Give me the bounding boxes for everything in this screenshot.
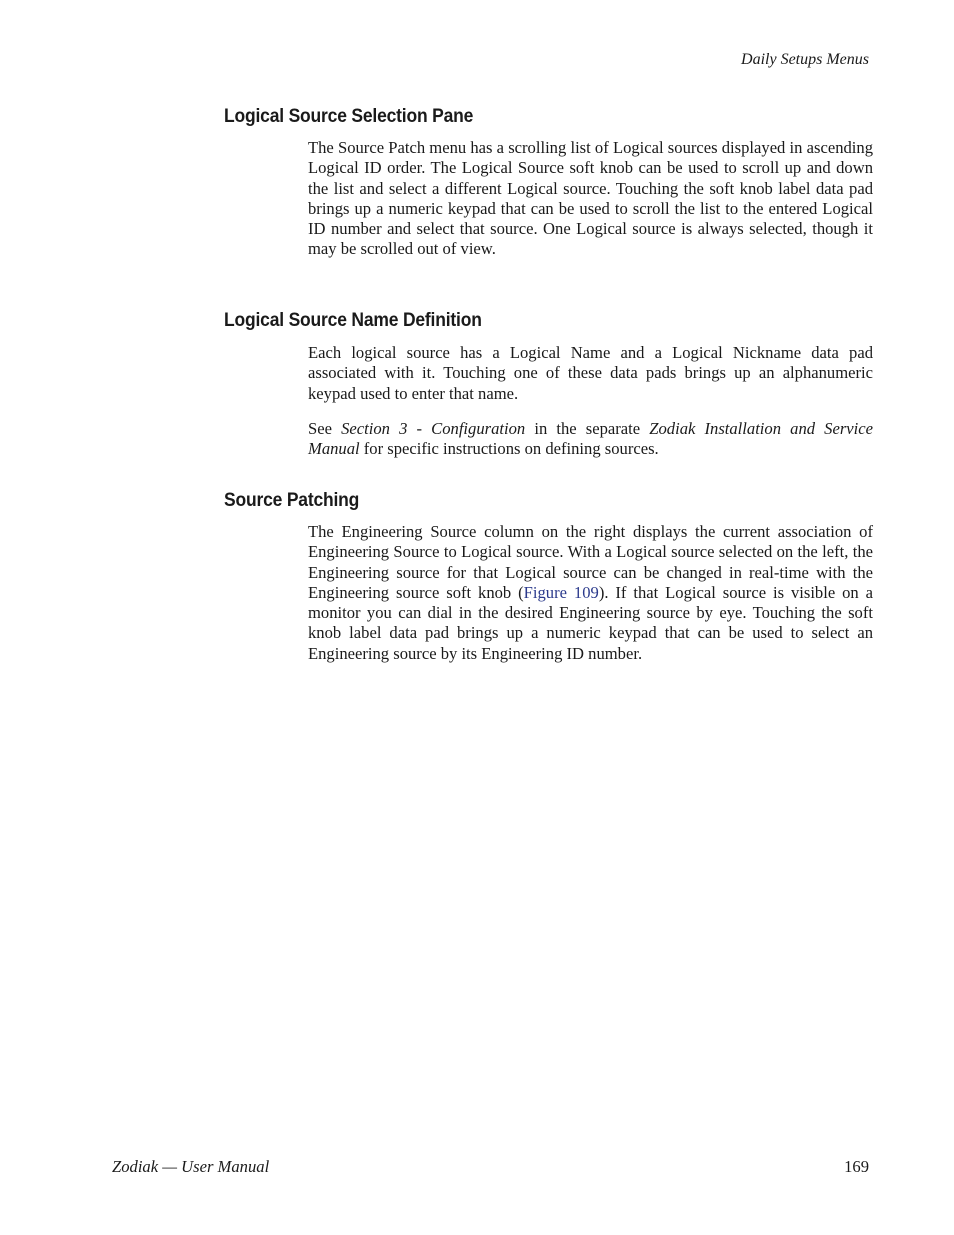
- figure-link[interactable]: Figure 109: [523, 582, 599, 602]
- section-reference: Section 3 - Configuration: [341, 419, 526, 438]
- body-paragraph: [308, 522, 873, 664]
- section-heading-logical-source-name-definition: Logical Source Name Definition: [224, 310, 482, 331]
- body-paragraph: Each logical source has a Logical Name and a Logical Nickname data pad associated with it. Touching one of these data pads brings up an alphanumeric keypad used to enter that name.: [308, 343, 873, 403]
- see-prefix: See: [308, 419, 342, 438]
- page-number: 169: [844, 1157, 869, 1176]
- section-heading-source-patching: Source Patching: [224, 490, 360, 511]
- para-text-before-link: The Engineering Source column on the right displays the current association of Engineering Source to Logical source. With a Logical source selected on the left, the Engineering source for that Logical source can be changed in real-time with the Engineering source soft knob (: [308, 522, 873, 602]
- manual-reference: Zodiak Installation and Service Manual: [308, 419, 873, 459]
- running-header: Daily Setups Menus: [741, 51, 869, 68]
- body-paragraph: The Source Patch menu has a scrolling list of Logical sources displayed in ascending Logical ID order. The Logical Source soft knob can be used to scroll up and down the list and select a different Logical source. Touching the soft knob label data pad brings up a numeric keypad that can be used to scroll the list to the entered Logical ID number and select that source. One Logical source is always selected, though it may be scrolled out of view.: [308, 138, 873, 259]
- see-reference-paragraph: [308, 419, 873, 460]
- para-text-after-link: ). If that Logical source is visible on a monitor you can dial in the desired Engineering source by eye. Touching the soft knob label data pad brings up a numeric keypad that can be used to select an Engineering source by its Engineering ID number.: [308, 582, 873, 663]
- see-middle: in the separate: [525, 419, 650, 438]
- see-suffix: for specific instructions on defining sources.: [359, 439, 659, 459]
- footer-manual-title: Zodiak — User Manual: [112, 1157, 270, 1176]
- section-heading-logical-source-selection-pane: Logical Source Selection Pane: [224, 106, 474, 127]
